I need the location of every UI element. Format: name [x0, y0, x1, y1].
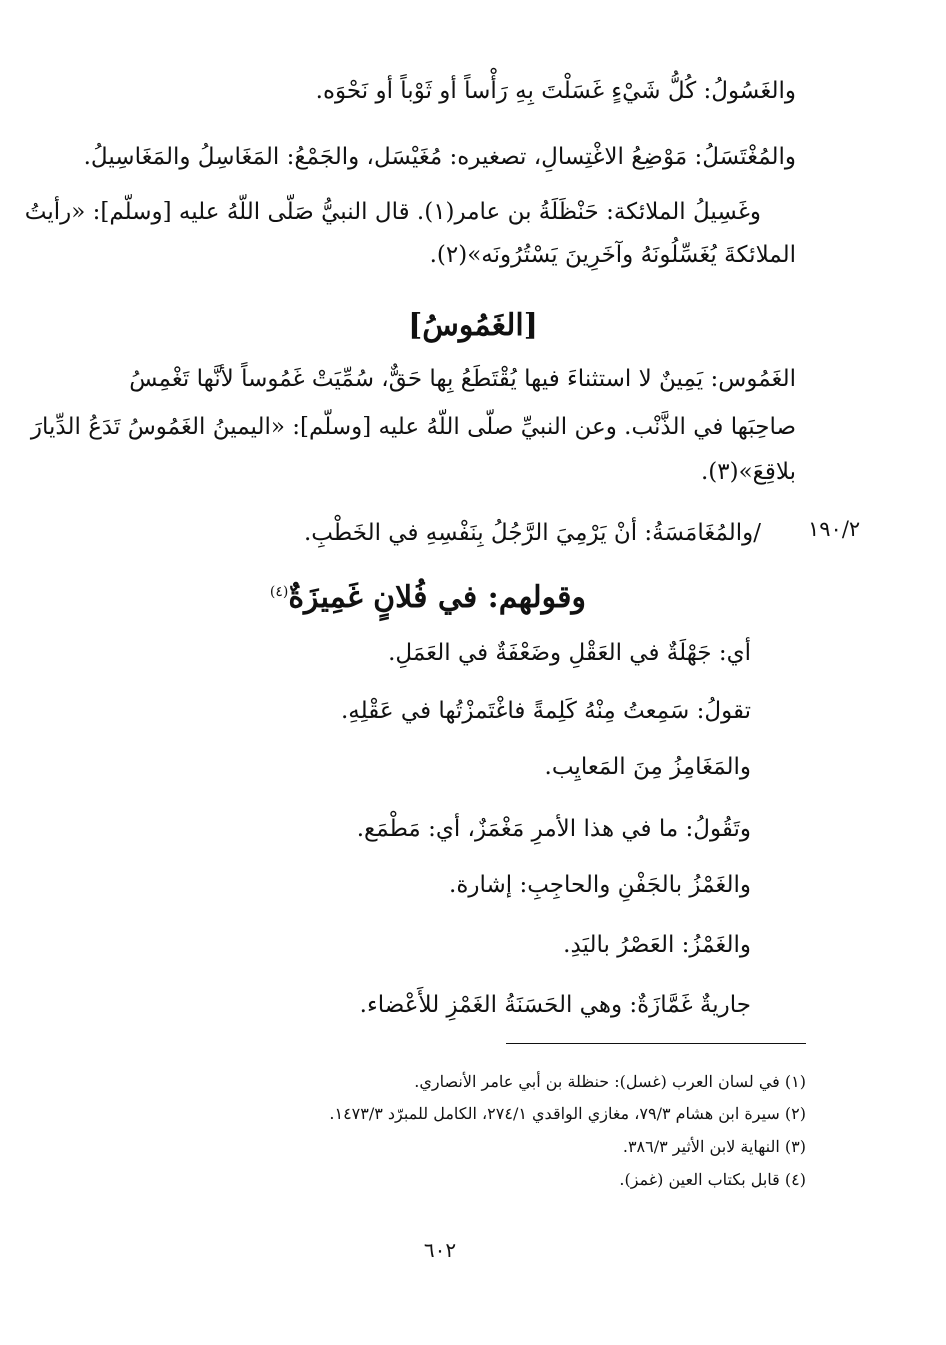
text-line: والغَسُولُ: كُلُّ شَيْءٍ غَسَلْتَ بِهِ رَأْساً أو ثَوْباً أو نَحْوَه.	[315, 78, 796, 104]
text-line: والغَمْزُ بالجَفْنِ والحاجِبِ: إشارة.	[449, 872, 751, 898]
text-line: والغَمْزُ: العَصْرُ باليَدِ.	[563, 932, 751, 958]
subsection-heading-text: وقولهم: في فُلانٍ غَمِيزَةٌ	[288, 580, 586, 615]
footnote: (٣) النهاية لابن الأثير ٣٨٦/٣.	[622, 1137, 806, 1156]
footnote-ref: (٤)	[269, 584, 289, 600]
text-line: أي: جَهْلَةٌ في العَقْلِ وضَعْفَةٌ في العَمَلِ.	[388, 640, 751, 666]
text-line: الغَمُوس: يَمِينٌ لا استثناءَ فيها يُقْتَطَعُ بِها حَقٌّ، سُمِّيَتْ غَمُوساً لأنَّها تَغْمِسُ	[129, 366, 796, 392]
text-line: /والمُغَامَسَةُ: أنْ يَرْمِيَ الرَّجُلُ بِنَفْسِهِ في الخَطْبِ.	[303, 520, 761, 546]
text-line: تقولُ: سَمِعتُ مِنْهُ كَلِمةً فاغْتَمزْتُها في عَقْلِهِ.	[340, 698, 751, 724]
footnote-divider	[506, 1043, 806, 1044]
subsection-heading	[270, 572, 586, 618]
text-line: بلاقِعَ»(٣).	[700, 459, 796, 485]
text-line: صاحِبَها في الذَّنْب. وعن النبيِّ صلّى اللّهُ عليه [وسلّم]: «اليمينُ الغَمُوسُ تَدَعُ الدِّيارَ	[30, 414, 796, 440]
section-heading: [الغَمُوسُ]	[408, 308, 538, 343]
page-number: ٦٠٢	[423, 1238, 457, 1262]
text-line: وغَسِيلُ الملائكة: حَنْظَلَةُ بن عامر(١). قال النبيُّ صَلّى اللّهُ عليه [وسلّم]: «رأيتُ	[24, 199, 761, 225]
footnote: (٤) قابل بكتاب العين (غمز).	[619, 1170, 806, 1189]
footnote: (١) في لسان العرب (غسل): حنظلة بن أبي عامر الأنصاري.	[414, 1072, 806, 1091]
text-line: والمُغْتَسَلُ: مَوْضِعُ الاغْتِسالِ، تصغيره: مُغَيْسَل، والجَمْعُ: المَغَاسِلُ والمَغَاسِيلُ.	[83, 144, 796, 170]
text-line: الملائكةَ يُغَسِّلُونَهُ وآخَرِينَ يَسْتُرُونَه»(٢).	[429, 242, 796, 268]
footnote: (٢) سيرة ابن هشام ٧٩/٣، مغازي الواقدي ٢٧٤/١، الكامل للمبرّد ١٤٧٣/٣.	[329, 1104, 806, 1123]
text-line: وتَقُولُ: ما في هذا الأمرِ مَغْمَزٌ، أي: مَطْمَع.	[356, 816, 751, 842]
text-line: جاريةٌ غَمَّازَةٌ: وهي الحَسَنَةُ الغَمْزِ للأَعْضاء.	[359, 992, 751, 1018]
text-line: والمَغَامِزُ مِنَ المَعايِب.	[544, 754, 751, 780]
margin-reference: ١٩٠/٢	[808, 517, 861, 541]
